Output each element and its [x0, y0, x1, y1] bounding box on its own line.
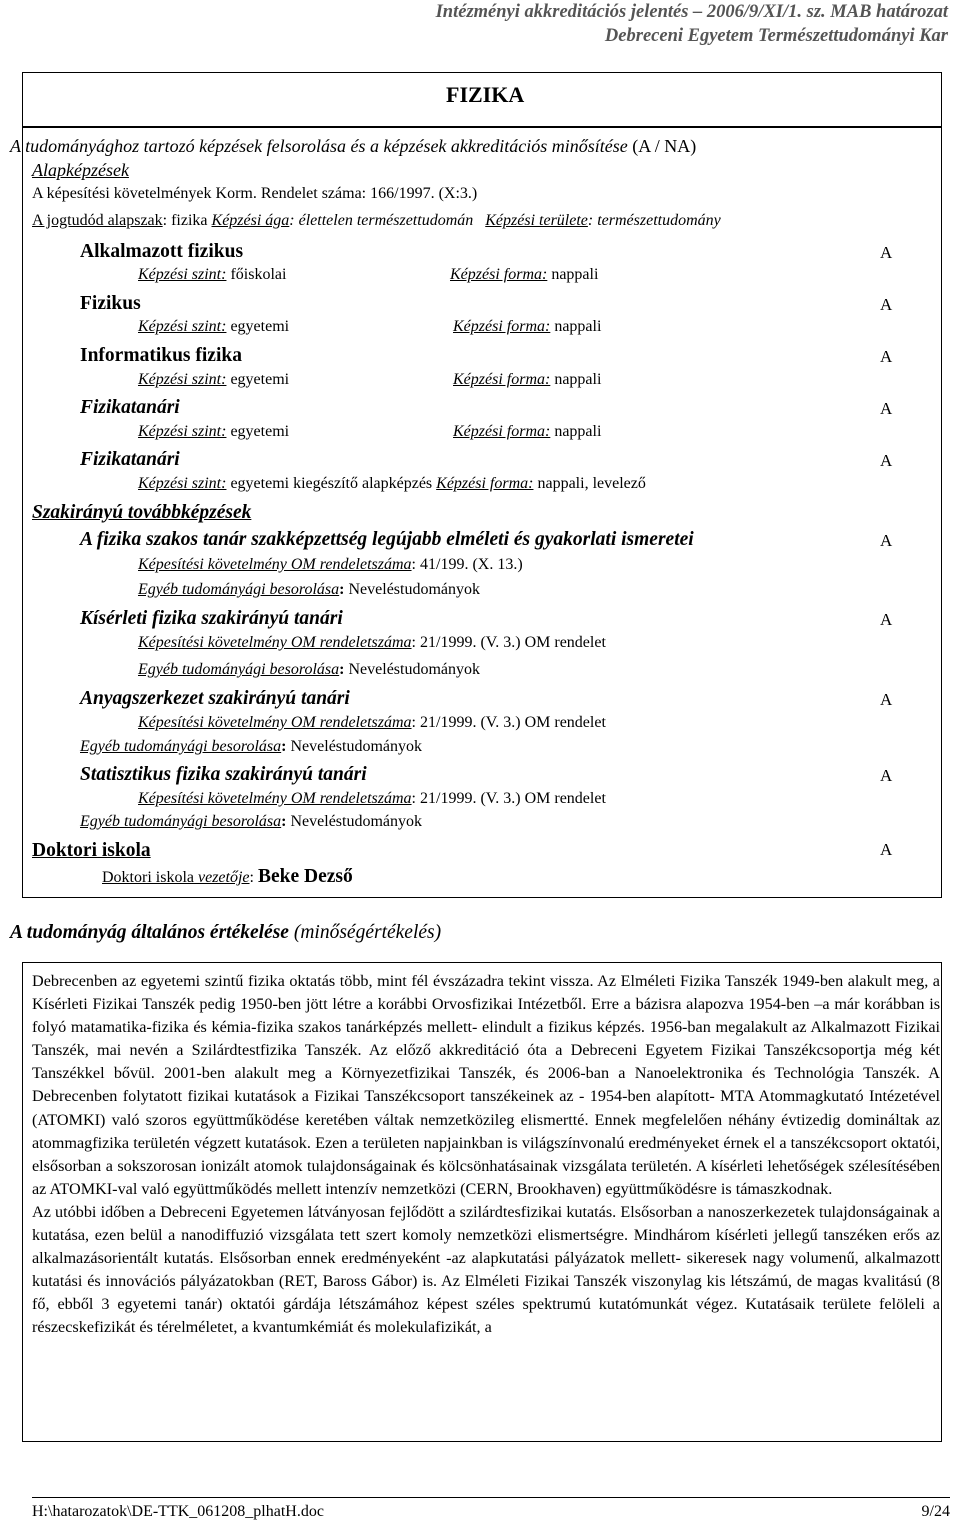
szint-value: egyetemi kiegészítő alapképzés [226, 475, 437, 492]
evaluation-paragraph-2: Az utóbbi időben a Debreceni Egyetemen látványosan fejlődött a szilárdtesfizikai kutatás. Elsősorban a nanoszerkezetek tulajdonságainak a kutatása, ezen belül a nanodiffuzió vizsgálata tett szert komoly nemzetközi elismertségre. Mindhárom kísérleti jellegű tanszéken erős az alkalmazásorientált kutatás. Elsősorban ennek eredményeként -az alapkutatási pályázatok mellett- sikeresek nagy volumenű, alkalmazott kutatási és innovációs pályázatokban (RET, Baross Gábor) is. Az Elméleti Fizikai Tanszék viszonylag kis létszámú, de magas kvalitású (8 fő, ebből 3 egyetemi tanár) oktatói gárdája létszámához képest széles spektrumú kutatómunkát végez. Kutatásaik területe felöleli a részecskefizikát és térelméletet, a kvantumkémiát és molekulafizikát, a [32, 1202, 940, 1337]
kov-value: : 21/1999. (V. 3.) OM rendelet [411, 790, 606, 807]
training-egyeb: Egyéb tudományági besorolása: Neveléstudományok [138, 581, 481, 598]
egyeb-label: Egyéb tudományági besorolása [138, 581, 340, 598]
forma-value: nappali [550, 371, 602, 388]
vezeto-name: Beke Dezső [257, 866, 353, 887]
kov-label: Képesítési követelmény OM rendeletszáma [138, 790, 412, 807]
szint-value: főiskolai [226, 266, 287, 283]
program-szint-forma [138, 475, 646, 493]
forma-value: nappali [550, 423, 602, 440]
szint-value: egyetemi [226, 318, 290, 335]
kov-label: Képesítési követelmény OM rendeletszáma [138, 714, 412, 731]
program-szint [138, 423, 289, 441]
jogutod-line [32, 212, 721, 230]
program-forma [453, 371, 601, 389]
program-name: Fizikatanári [80, 397, 180, 418]
program-name: Alkalmazott fizikus [80, 241, 244, 262]
forma-label: Képzési forma: [450, 266, 548, 283]
training-name: Statisztikus fizika szakirányú tanári [80, 764, 367, 785]
forma-value: nappali, levelező [533, 475, 646, 492]
szint-label: Képzési szint: [138, 423, 227, 440]
training-kovetelmeny [138, 714, 606, 732]
egyeb-value: Neveléstudományok [290, 738, 423, 755]
szint-value: egyetemi [226, 423, 290, 440]
grade-badge: A [880, 451, 893, 470]
training-egyeb: Egyéb tudományági besorolása: Neveléstudományok [138, 661, 481, 678]
evaluation-text [32, 970, 940, 1340]
kov-value: : 41/199. (X. 13.) [411, 556, 523, 573]
jogutod-value: : fizika [162, 212, 212, 229]
egyeb-label: Egyéb tudományági besorolása [80, 813, 282, 830]
program-szint [138, 266, 286, 284]
footer-rule [32, 1497, 950, 1498]
forma-label: Képzési forma: [453, 318, 551, 335]
training-egyeb: Egyéb tudományági besorolása: Neveléstudományok [80, 813, 423, 830]
egyeb-value: Neveléstudományok [290, 813, 423, 830]
szint-label: Képzési szint: [138, 475, 227, 492]
kov-label: Képesítési követelmény OM rendeletszáma [138, 634, 412, 651]
doktori-label: Doktori iskola [32, 840, 151, 861]
listing-heading-text: A tudományághoz tartozó képzések felsorolása és a képzések akkreditációs minősítése [10, 136, 628, 156]
szint-label: Képzési szint: [138, 266, 227, 283]
szakiranyu-label: Szakirányú továbbképzések [32, 502, 252, 523]
training-name: A fizika szakos tanár szakképzettség legújabb elméleti és gyakorlati ismeretei [80, 529, 694, 550]
training-name: Anyagszerkezet szakirányú tanári [80, 688, 350, 709]
jogutod-label: A jogtudód alapszak [32, 212, 163, 229]
forma-label: Képzési forma: [453, 371, 551, 388]
grade-badge: A [880, 399, 893, 418]
kovetelmeny-line: A képesítési követelmények Korm. Rendelet száma: 166/1997. (X:3.) [32, 185, 478, 202]
szint-label: Képzési szint: [138, 318, 227, 335]
kov-label: Képesítési követelmény OM rendeletszáma [138, 556, 412, 573]
listing-heading-grades: (A / NA) [627, 136, 697, 156]
forma-value: nappali [550, 318, 602, 335]
grade-badge: A [880, 295, 893, 314]
alapkepzesek-label: Alapképzések [32, 160, 129, 180]
header-line-1: Intézményi akkreditációs jelentés – 2006/9/XI/1. sz. MAB határozat [435, 2, 948, 22]
grade-badge: A [880, 243, 893, 262]
egyeb-value: Neveléstudományok [348, 581, 481, 598]
grade-badge: A [880, 840, 893, 859]
page-title: FIZIKA [446, 82, 525, 107]
kepzesi-terulete-label: Képzési területe [485, 212, 588, 229]
training-egyeb: Egyéb tudományági besorolása: Neveléstudományok [80, 738, 423, 755]
egyeb-label: Egyéb tudományági besorolása [80, 738, 282, 755]
szint-value: egyetemi [226, 371, 290, 388]
grade-badge: A [880, 610, 893, 629]
footer-page-number: 9/24 [921, 1503, 950, 1520]
kepzesi-terulete-value: : természettudomány [587, 212, 721, 229]
evaluation-title-main: A tudományág általános értékelése [10, 922, 289, 943]
program-name: Fizikatanári [80, 449, 180, 470]
grade-badge: A [880, 347, 893, 366]
program-forma [450, 266, 598, 284]
grade-badge: A [880, 690, 893, 709]
program-forma [453, 423, 601, 441]
kepzesi-aga-label: Képzési ága [211, 212, 290, 229]
forma-value: nappali [547, 266, 599, 283]
training-kovetelmeny [138, 790, 606, 808]
forma-label: Képzési forma: [453, 423, 551, 440]
vezeto-prefix: Doktori iskola [102, 869, 198, 886]
evaluation-title-sub: (minőségértékelés) [288, 922, 442, 943]
doktori-vezeto [102, 866, 353, 888]
kepzesi-aga-value: : élettelen természettudomán [289, 212, 474, 229]
evaluation-title [10, 922, 441, 944]
header-line-2: Debreceni Egyetem Természettudományi Kar [604, 26, 948, 46]
program-szint [138, 318, 289, 336]
szint-label: Képzési szint: [138, 371, 227, 388]
kov-value: : 21/1999. (V. 3.) OM rendelet [411, 714, 606, 731]
egyeb-value: Neveléstudományok [348, 661, 481, 678]
program-forma [453, 318, 601, 336]
grade-badge: A [880, 531, 893, 550]
program-name: Informatikus fizika [80, 345, 242, 366]
listing-heading [10, 136, 696, 157]
evaluation-paragraph-1: Debrecenben az egyetemi szintű fizika oktatás több, mint fél évszázadra tekint vissza. Az Elméleti Fizika Tanszék 1949-ben alakult meg, a Kísérleti Fizikai Tanszék pedig 1950-ben jött létre a korábbi Orvosfizikai Intézetből. Erre a bázisra alapozva 1954-ben –a már korábban is folyó matamatika-fizika és kémia-fizika szakos tanárképzés mellett- elindult a fizikus képzés. 1956-ban megalakult az Alkalmazott Fizikai Tanszék, mai nevén a Szilárdtestfizika Tanszék. Az előző akkreditáció óta a Debreceni Egyetem Fizikai Tanszékcsoportja még két Tanszékkel bővül. 2001-ben alakult meg a Környezetfizikai Tanszék, és 2006-ban a Nanoelektronika és Technológia Tanszék. A Debrecenben folytatott fizikai kutatások a Fizikai Tanszékcsoport tanszékeinek az - 1954-ben alapított- MTA Atommagkutató Intézetével (ATOMKI) való szoros együttműködése keretében váltak nemzetközileg elismertté. Ennek megfelelően néhány évtizedig domináltak az atommagfizika területén végzett kutatások. Ezen a területen napjainkban is világszínvonalú eredményeket érnek el a tanszékcsoport oktatói, elsősorban a sokszorosan ionizált atomok tulajdonságainak és kölcsönhatásainak vizsgálata területén. A kísérleti lehetőségek szélesítésében az ATOMKI-val való együttműködés mellett intenzív nemzetközi (CERN, Brookhaven) együttműködésre is támaszkodnak. [32, 972, 940, 1198]
forma-label: Képzési forma: [436, 475, 534, 492]
program-szint [138, 371, 289, 389]
training-name: Kísérleti fizika szakirányú tanári [80, 608, 343, 629]
footer-path: H:\hatarozatok\DE-TTK_061208_plhatH.doc [32, 1503, 324, 1520]
kov-value: : 21/1999. (V. 3.) OM rendelet [411, 634, 606, 651]
program-name: Fizikus [80, 293, 141, 314]
training-kovetelmeny [138, 556, 523, 574]
egyeb-label: Egyéb tudományági besorolása [138, 661, 340, 678]
training-kovetelmeny [138, 634, 606, 652]
grade-badge: A [880, 766, 893, 785]
vezeto-label: vezetője [198, 869, 250, 886]
vezeto-colon: : [249, 869, 258, 886]
